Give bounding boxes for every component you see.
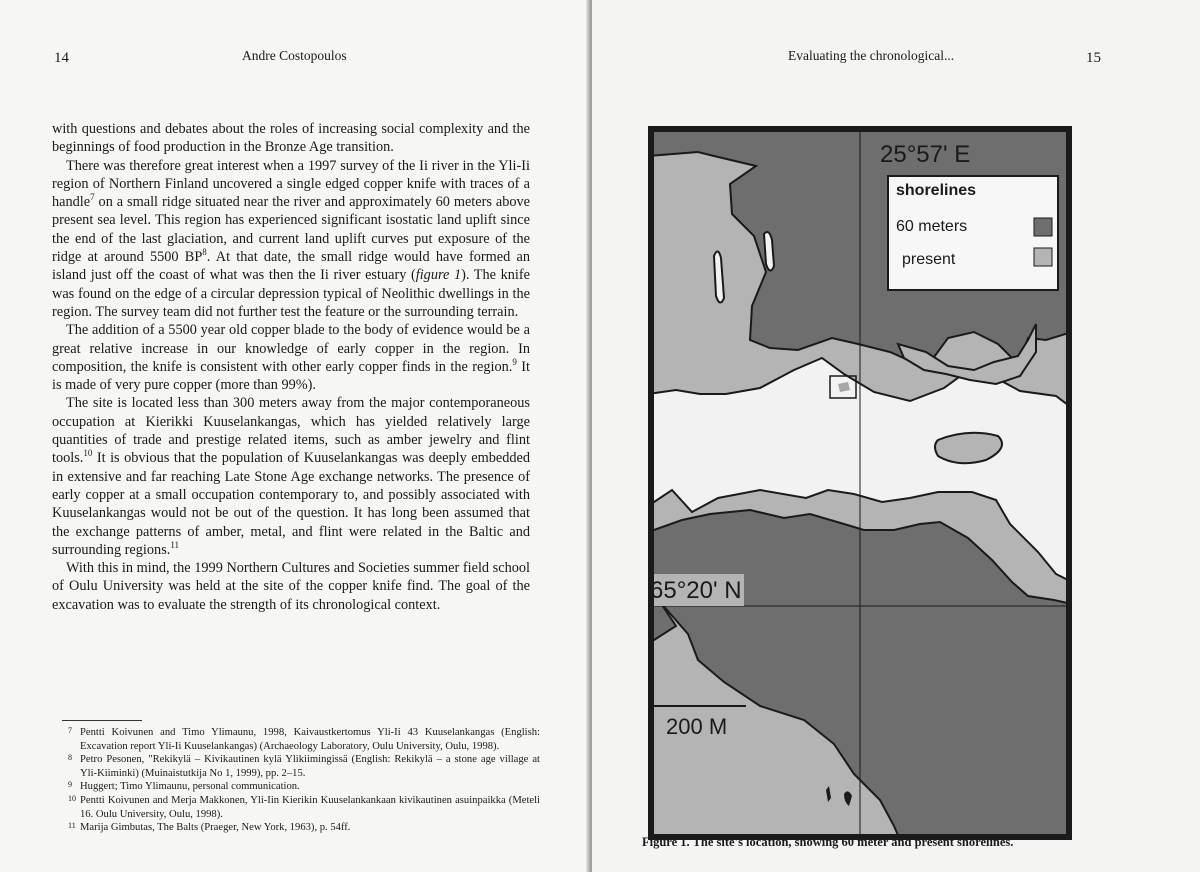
footnote-divider bbox=[62, 720, 142, 721]
legend-label-60m: 60 meters bbox=[896, 218, 968, 235]
paragraph-1: with questions and debates about the roles of increasing social complexity and the beginnings of food production in the Bronze Age transition. bbox=[52, 121, 530, 156]
latitude-label: 65°20' N bbox=[650, 577, 742, 604]
body-text bbox=[52, 120, 530, 614]
longitude-label: 25°57' E bbox=[880, 141, 971, 168]
legend-swatch-present bbox=[1034, 248, 1052, 266]
right-page bbox=[592, 0, 1200, 872]
footnote-ref-8[interactable]: 8 bbox=[202, 247, 207, 258]
footnotes bbox=[62, 726, 540, 835]
legend-label-present: present bbox=[902, 251, 956, 268]
scale-label: 200 M bbox=[666, 714, 728, 739]
site-location-map bbox=[648, 126, 1072, 840]
right-page-number: 15 bbox=[1086, 50, 1101, 66]
map-legend bbox=[888, 176, 1058, 290]
left-running-head: Andre Costopoulos bbox=[242, 48, 347, 63]
legend-title: shorelines bbox=[896, 182, 977, 199]
paragraph-5: With this in mind, the 1999 Northern Cultures and Societies summer field school of Oulu University was held at the site of the copper knife find. The goal of the excavation was to evaluate the strength of its chronological context. bbox=[52, 560, 530, 613]
footnote-9: 9 Huggert; Timo Ylimaunu, personal communication. bbox=[68, 780, 300, 793]
left-page-number: 14 bbox=[54, 50, 69, 66]
footnote-10: 10 Pentti Koivunen and Merja Makkonen, Yli-Iin Kierikin Kuuselankankaan kivikautinen asuinpaikka (Meteli 16. Oulu University, Oulu, 1998). bbox=[68, 793, 540, 820]
footnote-ref-9[interactable]: 9 bbox=[512, 357, 517, 368]
figure-ref[interactable]: figure 1 bbox=[415, 267, 462, 284]
figure-caption: Figure 1. The site's location, showing 60 meter and present shorelines. bbox=[642, 835, 1014, 849]
paragraph-2: There was therefore great interest when a 1997 survey of the Ii river in the Yli-Ii region of Northern Finland uncovered a single edged copper knife with traces of a handle$^7$ on a small ridge situated near the river and approximately 60 meters above present sea level. This region has experienced significant isostatic land uplift since the end of the last glaciation, and current land uplift curves put exposure of the ridge at around 5500 $BP^8$. At that date, the small ridge would have formed an island just off the coast of what was then the Ii river estuary (figure 1). The knife was found on the edge of a circular depression typical of Neolithic dwellings in the region. The survey team did not further test the feature or the surrounding terrain. bbox=[52, 157, 531, 320]
right-running-head: Evaluating the chronological... bbox=[788, 48, 955, 63]
footnote-ref-10[interactable]: 10 bbox=[83, 448, 93, 459]
footnote-7: 7 Pentti Koivunen and Timo Ylimaunu, 1998, Kaivaustkertomus Yli-Ii 43 Kuuselankangas (English: Excavation report Yli-Ii Kuuselankangas) (Archaeology Laboratory, Oulu University, Oulu, 1998). bbox=[68, 726, 540, 752]
paragraph-3: The addition of a 5500 year old copper blade to the body of evidence would be a great relative increase in our knowledge of early copper in the region. In composition, the knife is consistent with other early copper finds in the region.$^9$ It is made of very pure copper (more than 99%). bbox=[52, 322, 530, 394]
paragraph-4: The site is located less than 300 meters away from the major contemporaneous occupation at Kierikki Kuuselankangas, which has yielded relatively large quantities of trade and prestige related items, such as amber jewelry and flint tools.$^{10}$ It is obvious that the population of Kuuselankangas was deeply embedded in extensive and far reaching Late Stone Age exchange networks. The presence of early copper at a small occupation contemporary to, and possibly associated with Kuuselankangas would not be out of the question. It has long been assumed that the exchange patterns of amber, metal, and flint were related in the Baltic and surrounding regions.$^{11}$ bbox=[52, 395, 530, 558]
footnote-11: 11 Marija Gimbutas, The Balts (Praeger, New York, 1963), p. 54ff. bbox=[68, 821, 351, 834]
footnote-ref-7[interactable]: 7 bbox=[90, 192, 95, 203]
footnote-8: 8 Petro Pesonen, "Rekikylä – Kivikautinen kylä Ylikiimingissä (English: Rekikylä – a stone age village at Yli-Kiiminki) (Muinaistutkija No 1, 1999), pp. 2–15. bbox=[68, 753, 540, 779]
legend-swatch-60m bbox=[1034, 218, 1052, 236]
footnote-ref-11[interactable]: 11 bbox=[170, 540, 180, 551]
left-page bbox=[0, 0, 590, 872]
